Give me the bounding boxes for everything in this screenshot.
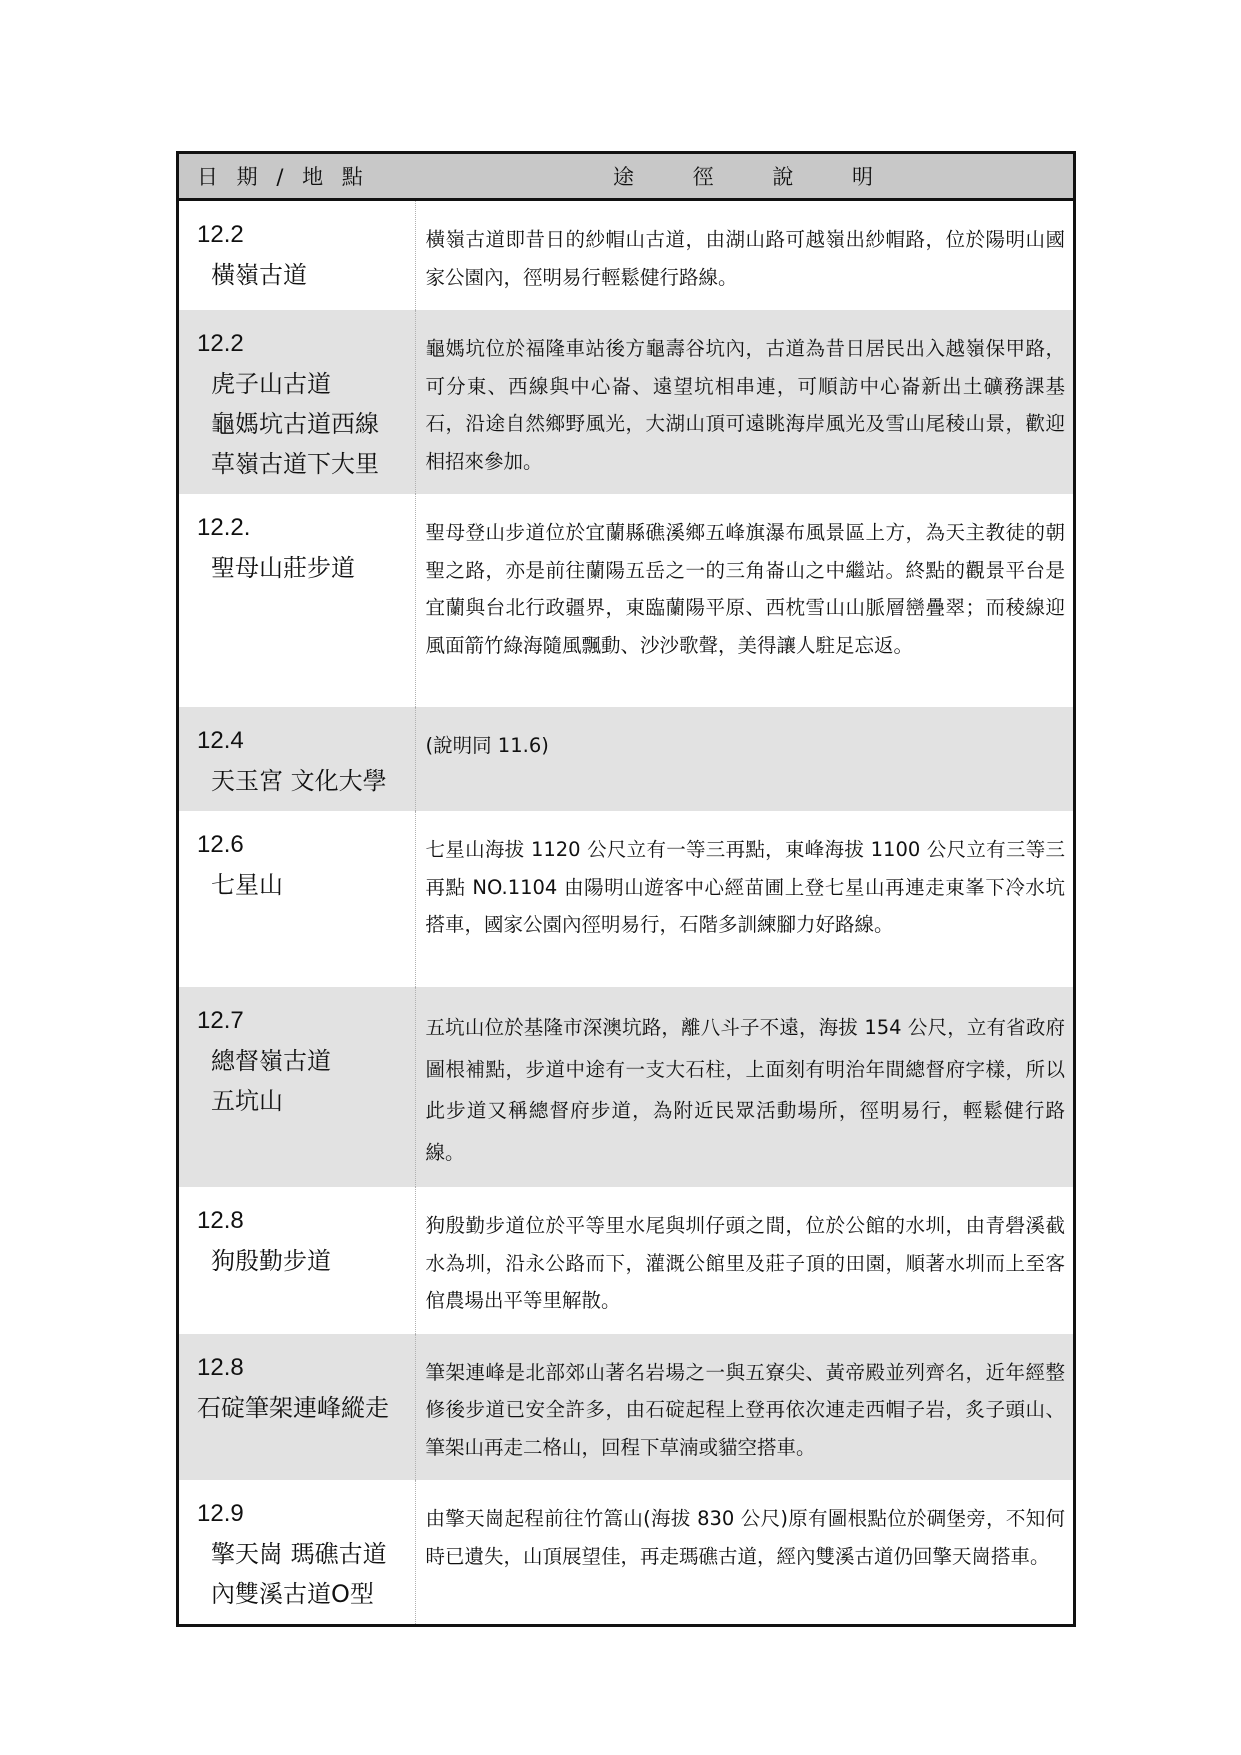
route-description: 筆架連峰是北部郊山著名岩場之一與五寮尖、黃帝殿並列齊名，近年經整修後步道已安全許多，由石碇起程上登再依次連走西帽子岩，炙子頭山、筆架山再走二格山，回程下草湳或貓空搭車。 — [415, 1334, 1073, 1481]
table-row — [179, 987, 1073, 1187]
location: 橫嶺古道 — [211, 261, 307, 289]
table-row — [179, 1187, 1073, 1334]
table-row — [179, 494, 1073, 707]
route-description: 橫嶺古道即昔日的紗帽山古道，由湖山路可越嶺出紗帽路，位於陽明山國家公園內，徑明易行輕鬆健行路線。 — [425, 228, 1065, 289]
date-location-cell — [179, 310, 415, 494]
location: 七星山 — [211, 871, 283, 899]
date-location-cell — [179, 494, 415, 707]
header-date-location: 日 期 / 地 點 — [179, 154, 415, 200]
location: 聖母山莊步道 — [211, 554, 355, 582]
date: 12.2 — [197, 330, 244, 357]
date-location-cell — [179, 200, 415, 311]
date: 12.7 — [197, 1007, 244, 1034]
date-location-cell — [179, 1187, 415, 1334]
route-description: 五坑山位於基隆市深澳坑路，離八斗子不遠，海拔 154 公尺，立有省政府圖根補點，步道中途有一支大石柱，上面刻有明治年間總督府字樣，所以此步道又稱總督府步道，為附近民眾活動場所，徑明易行，輕鬆健行路線。 — [415, 987, 1073, 1187]
route-description: 由擎天崗起程前往竹篙山(海拔 830 公尺)原有圖根點位於碉堡旁，不知何時已遺失，山頂展望佳，再走瑪礁古道，經內雙溪古道仍回擎天崗搭車。 — [425, 1507, 1065, 1568]
date: 12.6 — [197, 831, 244, 858]
date: 12.8 — [197, 1207, 244, 1234]
route-description: 龜媽坑位於福隆車站後方龜壽谷坑內，古道為昔日居民出入越嶺保甲路，可分東、西線與中心崙、遠望坑相串連，可順訪中心崙新出土礦務課基石，沿途自然鄉野風光，大湖山頂可遠眺海岸風光及雪山尾稜山景，歡迎相招來參加。 — [415, 310, 1073, 494]
table-row — [179, 200, 1073, 311]
date-location-cell — [179, 1480, 415, 1624]
route-description: 七星山海拔 1120 公尺立有一等三再點，東峰海拔 1100 公尺立有三等三再點 NO.1104 由陽明山遊客中心經苗圃上登七星山再連走東峯下冷水坑搭車，國家公園內徑明易行，石階多訓練腳力好路線。 — [425, 838, 1065, 936]
route-description: (說明同 11.6) — [415, 707, 1073, 811]
date-location-cell — [179, 987, 415, 1187]
location: 狗殷勤步道 — [211, 1247, 331, 1275]
date-location-cell — [179, 811, 415, 987]
date: 12.4 — [197, 727, 244, 754]
location: 虎子山古道 — [211, 370, 331, 398]
table-row — [179, 707, 1073, 811]
date: 12.9 — [197, 1500, 244, 1527]
location: 龜媽坑古道西線 — [211, 410, 379, 438]
location: 五坑山 — [211, 1087, 283, 1115]
location: 石碇筆架連峰縱走 — [197, 1393, 389, 1422]
date: 12.2 — [197, 221, 244, 248]
header-route-description: 途 徑 說 明 — [415, 154, 1073, 200]
table-header-row — [179, 154, 1073, 200]
location: 擎天崗 瑪礁古道 — [211, 1540, 387, 1568]
table-row — [179, 1334, 1073, 1481]
location: 草嶺古道下大里 — [211, 450, 379, 478]
table-row — [179, 811, 1073, 987]
location: 內雙溪古道O型 — [211, 1580, 374, 1608]
date: 12.2. — [197, 514, 251, 541]
route-description: 狗殷勤步道位於平等里水尾與圳仔頭之間，位於公館的水圳，由青礐溪截水為圳，沿永公路而下，灌溉公館里及莊子頂的田園，順著水圳而上至客倌農場出平等里解散。 — [425, 1214, 1065, 1312]
location: 天玉宮 文化大學 — [211, 767, 387, 795]
location: 總督嶺古道 — [211, 1047, 331, 1075]
date-location-cell — [179, 1334, 415, 1481]
table-row — [179, 1480, 1073, 1624]
route-description: 聖母登山步道位於宜蘭縣礁溪鄉五峰旗瀑布風景區上方，為天主教徒的朝聖之路，亦是前往蘭陽五岳之一的三角崙山之中繼站。終點的觀景平台是宜蘭與台北行政疆界，東臨蘭陽平原、西枕雪山山脈層巒疊翠；而稜線迎風面箭竹綠海隨風飄動、沙沙歌聲，美得讓人駐足忘返。 — [425, 521, 1065, 657]
table-row — [179, 310, 1073, 494]
date-location-cell — [179, 707, 415, 811]
hiking-schedule-table — [179, 154, 1073, 1624]
date: 12.8 — [197, 1353, 244, 1381]
schedule-sheet — [176, 151, 1076, 1627]
